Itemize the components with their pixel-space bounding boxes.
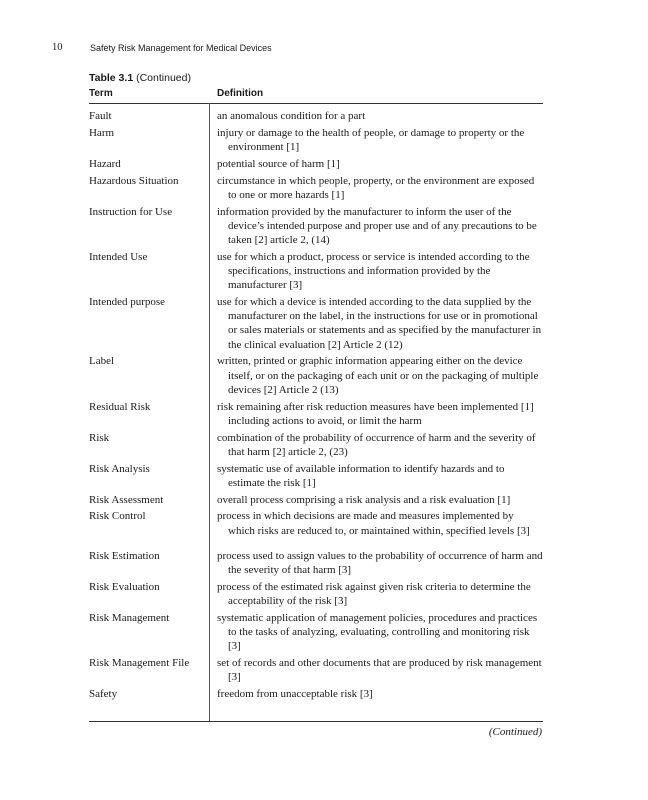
table-row: [89, 656, 543, 684]
table-row: [89, 157, 543, 171]
term-cell: Risk Management File: [89, 657, 190, 670]
table-header-row: [89, 88, 543, 103]
term-cell: Harm: [89, 126, 115, 139]
term-cell: Risk: [89, 431, 110, 444]
definition-cell: freedom from unacceptable risk [3]: [217, 688, 373, 701]
table-caption-note: (Continued): [136, 72, 191, 84]
term-cell: Risk Evaluation: [89, 580, 160, 593]
table-row: [89, 109, 543, 123]
term-cell: Intended Use: [89, 250, 148, 263]
definition-cell: potential source of harm [1]: [217, 157, 340, 170]
table-row: [89, 611, 543, 654]
table-row: [89, 431, 543, 459]
running-title: Safety Risk Management for Medical Devices: [90, 43, 272, 53]
table-row: [89, 549, 543, 577]
term-cell: Safety: [89, 688, 118, 701]
definition-cell: systematic use of available information to identify hazards and to estimate the risk [1]: [217, 462, 505, 489]
table-caption: [89, 72, 191, 84]
table-row: [89, 400, 543, 428]
table-row: [89, 493, 543, 507]
definition-cell: an anomalous condition for a part: [217, 110, 366, 122]
term-cell: Hazardous Situation: [89, 174, 179, 187]
column-header-term: Term: [89, 88, 113, 99]
term-cell: Risk Assessment: [89, 493, 164, 506]
term-cell: Risk Management: [89, 611, 170, 624]
table-row: [89, 687, 543, 701]
term-cell: Fault: [89, 110, 112, 122]
table-caption-number: Table 3.1: [89, 72, 134, 84]
definition-cell: overall process comprising a risk analysis and a risk evaluation [1]: [217, 493, 511, 506]
definition-cell: process of the estimated risk against given risk criteria to determine the acceptability of the risk [3]: [217, 580, 531, 608]
term-cell: Hazard: [89, 157, 121, 170]
term-cell: Residual Risk: [89, 400, 151, 413]
definition-cell: circumstance in which people, property, or the environment are exposed to one or more hazards [1]: [217, 174, 535, 201]
term-cell: Risk Control: [89, 510, 146, 523]
table-row: [89, 509, 543, 537]
table-row: [89, 174, 543, 202]
table-row: [89, 205, 543, 248]
definition-text: risk remaining after risk reduction measures have been implemented [1]: [217, 400, 534, 413]
term-cell: Intended purpose: [89, 296, 166, 308]
table-row: [89, 462, 543, 490]
definition-cell: use for which a product, process or service is intended according to the specifications, instructions and information provided by the manufacturer [3]: [217, 250, 530, 292]
definition-cell: written, printed or graphic information appearing either on the device itself, or on the packaging of each unit or on the packaging of multiple devices [2] Article 2 (13): [217, 355, 539, 396]
table-row: [89, 126, 543, 154]
definition-cell: systematic application of management policies, procedures and practices to the tasks of analyzing, evaluating, controlling and monitoring risk [3]: [217, 611, 538, 653]
column-header-definition: Definition: [217, 88, 264, 99]
definition-cell: injury or damage to the health of people, or damage to property or the environment [1]: [217, 126, 525, 153]
definition-extra-text: including actions to avoid, or limit the harm: [228, 414, 422, 427]
table-row: [89, 354, 543, 397]
page-number: 10: [52, 42, 63, 53]
table-bottom-rule: [89, 721, 543, 722]
table-row: [89, 295, 543, 352]
definition-cell: process used to assign values to the probability of occurrence of harm and the severity of that harm [3]: [217, 549, 543, 577]
term-cell: Instruction for Use: [89, 205, 173, 218]
table-body: [89, 109, 543, 704]
term-cell: Label: [89, 355, 115, 368]
table-row: [89, 580, 543, 608]
definition-cell: information provided by the manufacturer to inform the user of the device’s intended purpose and proper use and of any precautions to be taken [2] article 2, (14): [217, 205, 537, 246]
definition-cell: combination of the probability of occurrence of harm and the severity of that harm [2] article 2, (23): [217, 431, 536, 458]
definition-cell: [217, 400, 543, 428]
definition-cell: set of records and other documents that are produced by risk management [3]: [217, 657, 542, 684]
table-top-rule: [89, 103, 543, 104]
table-row: [89, 250, 543, 293]
definition-cell: process in which decisions are made and measures implemented by which risks are reduced to, or maintained within, specified levels [3]: [217, 510, 530, 537]
term-cell: Risk Estimation: [89, 549, 160, 562]
term-cell: Risk Analysis: [89, 462, 150, 475]
continued-note: (Continued): [488, 726, 542, 738]
definition-cell: use for which a device is intended according to the data supplied by the manufacturer on the label, in the instructions for use or in promotional or sales materials or statements and as specified by the manufacturer in the clinical evaluation [2] Article 2 (12): [217, 296, 542, 351]
